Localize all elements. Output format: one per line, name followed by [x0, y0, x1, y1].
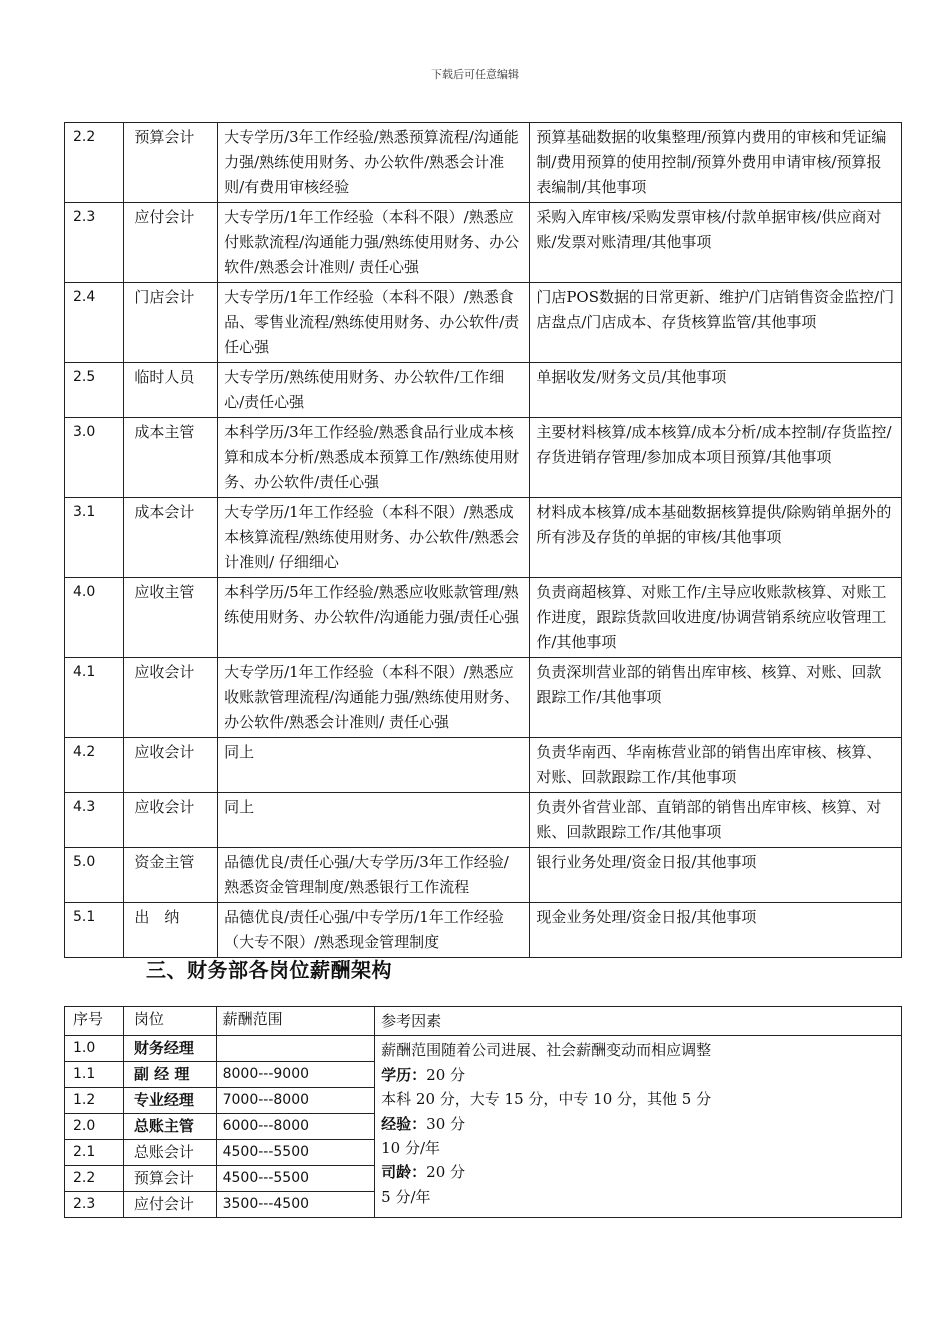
- position-name: 总账主管: [123, 1114, 216, 1140]
- position-name: 总账会计: [123, 1140, 216, 1166]
- row-number: 4.3: [65, 793, 124, 848]
- requirements-cell: 大专学历/1年工作经验（本科不限）/熟悉成本核算流程/熟练使用财务、办公软件/熟悉会计准则/ 仔细细心: [218, 498, 530, 578]
- requirements-cell: 大专学历/熟练使用财务、办公软件/工作细心/责任心强: [218, 363, 530, 418]
- factor-note: 薪酬范围随着公司进展、社会薪酬变动而相应调整: [381, 1041, 712, 1060]
- table-row: [65, 203, 902, 283]
- position-name: 应收主管: [124, 578, 218, 658]
- requirements-cell: 大专学历/3年工作经验/熟悉预算流程/沟通能力强/熟练使用财务、办公软件/熟悉会计准则/有费用审核经验: [218, 123, 530, 203]
- duties-cell: 银行业务处理/资金日报/其他事项: [530, 848, 902, 903]
- table-row: [65, 418, 902, 498]
- position-name: 成本会计: [124, 498, 218, 578]
- duties-cell: 负责华南西、华南栋营业部的销售出库审核、核算、对账、回款跟踪工作/其他事项: [530, 738, 902, 793]
- table-row: [65, 123, 902, 203]
- duties-cell: 负责外省营业部、直销部的销售出库审核、核算、对账、回款跟踪工作/其他事项: [530, 793, 902, 848]
- salary-range: 6000---8000: [216, 1114, 375, 1140]
- reference-factors-cell: [375, 1036, 902, 1218]
- salary-row: [65, 1036, 902, 1062]
- education-points: 20 分: [426, 1065, 466, 1084]
- row-number: 2.2: [65, 123, 124, 203]
- table-row: [65, 283, 902, 363]
- row-number: 5.1: [65, 903, 124, 958]
- row-number: 2.3: [65, 1192, 124, 1218]
- row-number: 1.1: [65, 1062, 124, 1088]
- salary-table: [64, 1006, 902, 1218]
- tenure-points: 20 分: [426, 1163, 466, 1182]
- tenure-detail: 5 分/年: [381, 1187, 431, 1206]
- table-row: [65, 903, 902, 958]
- position-name: 成本主管: [124, 418, 218, 498]
- duties-cell: 采购入库审核/采购发票审核/付款单据审核/供应商对账/发票对账清理/其他事项: [530, 203, 902, 283]
- table-row: [65, 363, 902, 418]
- row-number: 4.2: [65, 738, 124, 793]
- row-number: 5.0: [65, 848, 124, 903]
- duties-cell: 负责深圳营业部的销售出库审核、核算、对账、回款跟踪工作/其他事项: [530, 658, 902, 738]
- duties-cell: 材料成本核算/成本基础数据核算提供/除购销单据外的所有涉及存货的单据的审核/其他事项: [530, 498, 902, 578]
- position-name: 出 纳: [124, 903, 218, 958]
- position-name: 预算会计: [124, 123, 218, 203]
- row-number: 2.2: [65, 1166, 124, 1192]
- experience-points: 30 分: [426, 1114, 466, 1133]
- education-label: 学历：: [381, 1065, 427, 1084]
- education-detail: 本科 20 分，大专 15 分，中专 10 分，其他 5 分: [381, 1090, 712, 1109]
- position-name: 专业经理: [123, 1088, 216, 1114]
- position-name: 门店会计: [124, 283, 218, 363]
- salary-range: 4500---5500: [216, 1166, 375, 1192]
- header-num: 序号: [65, 1007, 124, 1036]
- requirements-cell: 同上: [218, 793, 530, 848]
- position-name: 应付会计: [123, 1192, 216, 1218]
- position-name: 财务经理: [123, 1036, 216, 1062]
- position-name: 临时人员: [124, 363, 218, 418]
- row-number: 3.1: [65, 498, 124, 578]
- salary-range: 3500---4500: [216, 1192, 375, 1218]
- duties-cell: 单据收发/财务文员/其他事项: [530, 363, 902, 418]
- tenure-factor: [381, 1160, 895, 1184]
- experience-label: 经验：: [381, 1114, 427, 1133]
- row-number: 2.5: [65, 363, 124, 418]
- requirements-cell: 本科学历/5年工作经验/熟悉应收账款管理/熟练使用财务、办公软件/沟通能力强/责任心强: [218, 578, 530, 658]
- salary-range: 4500---5500: [216, 1140, 375, 1166]
- table-row: [65, 793, 902, 848]
- position-name: 资金主管: [124, 848, 218, 903]
- row-number: 1.0: [65, 1036, 124, 1062]
- duties-cell: 负责商超核算、对账工作/主导应收账款核算、对账工作进度，跟踪货款回收进度/协调营销系统应收管理工作/其他事项: [530, 578, 902, 658]
- experience-detail: 10 分/年: [381, 1139, 441, 1158]
- salary-table-header-row: [65, 1007, 902, 1036]
- row-number: 3.0: [65, 418, 124, 498]
- row-number: 2.3: [65, 203, 124, 283]
- education-factor: [381, 1063, 895, 1087]
- position-name: 应收会计: [124, 658, 218, 738]
- requirements-cell: 大专学历/1年工作经验（本科不限）/熟悉应收账款管理流程/沟通能力强/熟练使用财务、办公软件/熟悉会计准则/ 责任心强: [218, 658, 530, 738]
- requirements-cell: 本科学历/3年工作经验/熟悉食品行业成本核算和成本分析/熟悉成本预算工作/熟练使用财务、办公软件/责任心强: [218, 418, 530, 498]
- duties-cell: 现金业务处理/资金日报/其他事项: [530, 903, 902, 958]
- section-title: 三、财务部各岗位薪酬架构: [146, 958, 392, 982]
- duties-cell: 主要材料核算/成本核算/成本分析/成本控制/存货监控/存货进销存管理/参加成本项目预算/其他事项: [530, 418, 902, 498]
- header-range: 薪酬范围: [216, 1007, 375, 1036]
- duties-cell: 预算基础数据的收集整理/预算内费用的审核和凭证编制/费用预算的使用控制/预算外费用申请审核/预算报表编制/其他事项: [530, 123, 902, 203]
- requirements-cell: 品德优良/责任心强/大专学历/3年工作经验/熟悉资金管理制度/熟悉银行工作流程: [218, 848, 530, 903]
- row-number: 4.1: [65, 658, 124, 738]
- requirements-cell: 大专学历/1年工作经验（本科不限）/熟悉食品、零售业流程/熟练使用财务、办公软件/责任心强: [218, 283, 530, 363]
- row-number: 2.4: [65, 283, 124, 363]
- salary-range: 7000---8000: [216, 1088, 375, 1114]
- table-row: [65, 848, 902, 903]
- table-row: [65, 658, 902, 738]
- position-name: 应付会计: [124, 203, 218, 283]
- requirements-cell: 品德优良/责任心强/中专学历/1年工作经验（大专不限）/熟悉现金管理制度: [218, 903, 530, 958]
- position-name: 副 经 理: [123, 1062, 216, 1088]
- row-number: 1.2: [65, 1088, 124, 1114]
- experience-factor: [381, 1112, 895, 1136]
- table-row: [65, 498, 902, 578]
- job-duty-table: [64, 122, 902, 958]
- tenure-label: 司龄：: [381, 1163, 427, 1182]
- requirements-cell: 大专学历/1年工作经验（本科不限）/熟悉应付账款流程/沟通能力强/熟练使用财务、办公软件/熟悉会计准则/ 责任心强: [218, 203, 530, 283]
- row-number: 2.1: [65, 1140, 124, 1166]
- row-number: 2.0: [65, 1114, 124, 1140]
- position-name: 应收会计: [124, 793, 218, 848]
- salary-range: 8000---9000: [216, 1062, 375, 1088]
- header-position: 岗位: [123, 1007, 216, 1036]
- position-name: 预算会计: [123, 1166, 216, 1192]
- header-factors: 参考因素: [375, 1007, 902, 1036]
- row-number: 4.0: [65, 578, 124, 658]
- table-row: [65, 738, 902, 793]
- table-row: [65, 578, 902, 658]
- position-name: 应收会计: [124, 738, 218, 793]
- page-header-note: 下载后可任意编辑: [431, 68, 519, 81]
- duties-cell: 门店POS数据的日常更新、维护/门店销售资金监控/门店盘点/门店成本、存货核算监管/其他事项: [530, 283, 902, 363]
- requirements-cell: 同上: [218, 738, 530, 793]
- salary-range: [216, 1036, 375, 1062]
